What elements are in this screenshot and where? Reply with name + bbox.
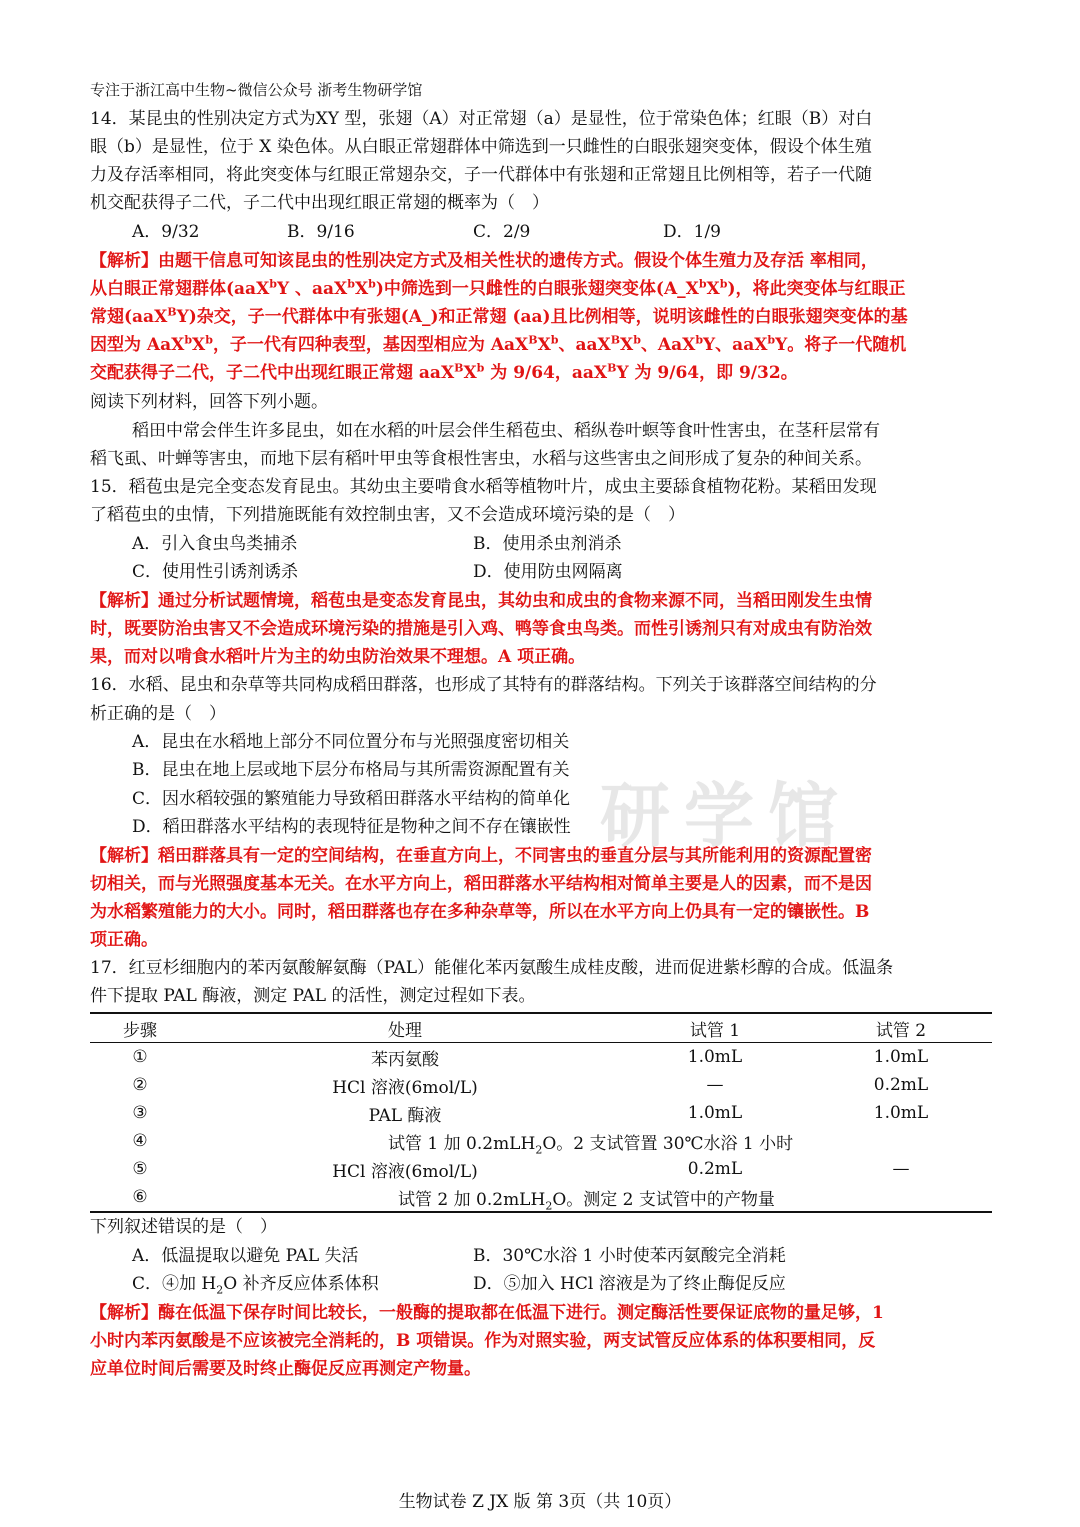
table-cell: HCl 溶液(6mol/L)	[332, 1077, 478, 1098]
table-row	[90, 1043, 992, 1072]
q15-analysis-line-3: 果，而对以啃食水稻叶片为主的幼虫防治效果不理想。A 项正确。	[90, 647, 586, 667]
q14-option-c: C．2/9	[473, 222, 531, 242]
q15-option-b: B．使用杀虫剂消杀	[473, 534, 622, 554]
q16-option-d: D．稻田群落水平结构的表现特征是物种之间不存在镶嵌性	[132, 817, 571, 837]
q16-line-1: 16．水稻、昆虫和杂草等共同构成稻田群落，也形成了其特有的群落结构。下列关于该群落空间结构的分	[90, 675, 877, 695]
table-row	[90, 1071, 992, 1099]
material-line-2: 稻飞虱、叶蝉等害虫，而地下层有稻叶甲虫等食根性害虫，水稻与这些害虫之间形成了复杂的种间关系。	[90, 449, 872, 469]
q14-option-a: A．9/32	[132, 222, 200, 242]
q17-analysis-line-3: 应单位时间后需要及时终止酶促反应再测定产物量。	[90, 1359, 481, 1379]
table-cell: ⑥	[90, 1183, 190, 1212]
q15-option-c: C．使用性引诱剂诱杀	[132, 562, 299, 582]
q17-analysis-line-1: 【解析】酶在低温下保存时间比较长，一般酶的提取都在低温下进行。测定酶活性要保证底物的量足够，1	[90, 1303, 884, 1323]
q17-line-2: 件下提取 PAL 酶液，测定 PAL 的活性，测定过程如下表。	[90, 986, 536, 1006]
q17-line-1: 17．红豆杉细胞内的苯丙氨酸解氨酶（PAL）能催化苯丙氨酸生成桂皮酸，进而促进紫杉醇的合成。低温条	[90, 958, 894, 978]
table-cell: ⑤	[132, 1159, 148, 1179]
table-cell-merged: 试管 2 加 0.2mLH$_2$O。测定 2 支试管中的产物量	[190, 1183, 992, 1212]
page-header: 专注于浙江高中生物~微信公众号 浙考生物研学馆	[90, 81, 423, 99]
table-cell: —	[892, 1159, 910, 1179]
table-header-tube-2: 试管 2	[810, 1013, 992, 1043]
q16-analysis-line-3: 为水稻繁殖能力的大小。同时，稻田群落也存在多种杂草等，所以在水平方向上仍具有一定的镶嵌性。B	[90, 902, 870, 922]
material-line-1: 稻田中常会伴生许多昆虫，如在水稻的叶层会伴生稻苞虫、稻纵卷叶螟等食叶性害虫，在茎秆层常有	[132, 421, 880, 441]
table-header-step: 步骤	[90, 1013, 190, 1043]
q15-line-2: 了稻苞虫的虫情，下列措施既能有效控制虫害，又不会造成环境污染的是（ ）	[90, 505, 685, 525]
table-row	[90, 1183, 992, 1212]
table-cell: 1.0mL	[873, 1047, 929, 1067]
q16-option-b: B．昆虫在地上层或地下层分布格局与其所需资源配置有关	[132, 760, 570, 780]
table-cell: PAL 酶液	[368, 1105, 442, 1126]
q14-option-d: D．1/9	[663, 222, 721, 242]
table-cell: ④	[132, 1131, 148, 1151]
q14-analysis-line-2: 从白眼正常翅群体(aaX$^b$Y 、$aaX^bX^b$)中筛选到一只雌性的白眼张翅突变体$(A\_X^bX^b)$，将此突变体与红眼正	[90, 277, 906, 299]
q17-option-c: C．④加 $H_2O$ 补齐反应体系体积	[132, 1274, 379, 1297]
q14-line-4: 机交配获得子二代，子二代中出现红眼正常翅的概率为（ ）	[90, 193, 549, 213]
page-footer: 生物试卷 Z JX 版 第 3页（共 10页）	[398, 1492, 682, 1512]
q15-option-a: A．引入食虫鸟类捕杀	[132, 534, 298, 554]
table-cell: ③	[132, 1103, 148, 1123]
table-cell: HCl 溶液(6mol/L)	[332, 1161, 478, 1182]
table-row	[90, 1099, 992, 1127]
table-row	[90, 1127, 992, 1155]
q14-line-3: 力及存活率相同，将此突变体与红眼正常翅杂交，子一代群体中有张翅和正常翅且比例相等，若子一代随	[90, 165, 872, 185]
q16-line-2: 析正确的是（ ）	[90, 704, 226, 724]
table-cell: 1.0mL	[873, 1103, 929, 1123]
table-row	[90, 1155, 992, 1183]
table-cell: 苯丙氨酸	[371, 1049, 439, 1070]
q15-option-d: D．使用防虫网隔离	[473, 562, 623, 582]
q16-analysis-line-2: 切相关，而与光照强度基本无关。在水平方向上，稻田群落水平结构相对简单主要是人的因素，而不是因	[90, 874, 872, 894]
q17-option-a: A．低温提取以避免 PAL 失活	[132, 1246, 359, 1266]
table-cell: 1.0mL	[687, 1103, 743, 1123]
q14-analysis-line-1: 【解析】由题干信息可知该昆虫的性别决定方式及相关性状的遗传方式。假设个体生殖力及存活 率相同，	[90, 251, 878, 271]
q17-option-d: D．⑤加入 HCl 溶液是为了终止酶促反应	[473, 1274, 786, 1294]
q16-option-a: A．昆虫在水稻地上部分不同位置分布与光照强度密切相关	[132, 732, 570, 752]
material-intro: 阅读下列材料，回答下列小题。	[90, 392, 328, 412]
q15-analysis-line-1: 【解析】通过分析试题情境，稻苞虫是变态发育昆虫，其幼虫和成虫的食物来源不同，当稻田刚发生虫情	[90, 591, 872, 611]
table-cell-merged: 试管 1 加 0.2mLH$_2$O。2 支试管置 30℃水浴 1 小时	[388, 1133, 794, 1156]
table-cell: 1.0mL	[687, 1047, 743, 1067]
table-cell: ②	[132, 1075, 148, 1095]
table-cell: 0.2mL	[873, 1075, 929, 1095]
table-cell: 0.2mL	[687, 1159, 743, 1179]
table-cell: ①	[132, 1047, 148, 1067]
q17-stem: 下列叙述错误的是（ ）	[90, 1217, 277, 1237]
table-cell: —	[706, 1075, 724, 1095]
table-header-tube-1: 试管 1	[620, 1013, 810, 1043]
table-header-treatment: 处理	[190, 1013, 620, 1043]
q14-line-2: 眼（b）是显性，位于 X 染色体。从白眼正常翅群体中筛选到一只雌性的白眼张翅突变体，假设个体生殖	[90, 137, 872, 157]
q16-option-c: C．因水稻较强的繁殖能力导致稻田群落水平结构的简单化	[132, 789, 571, 809]
procedure-table	[90, 1012, 992, 1213]
q17-analysis-line-2: 小时内苯丙氨酸是不应该被完全消耗的，B 项错误。作为对照实验，两支试管反应体系的体积要相同，反	[90, 1331, 876, 1351]
table-header-row	[90, 1013, 992, 1043]
q14-option-b: B．9/16	[287, 222, 355, 242]
q16-analysis-line-1: 【解析】稻田群落具有一定的空间结构，在垂直方向上，不同害虫的垂直分层与其所能利用的资源配置密	[90, 846, 872, 866]
q14-analysis-line-3: 常翅(aaX$^B$Y)杂交，子一代群体中有张翅(A_)和正常翅 (aa)且比例相等，说明该雌性的白眼张翅突变体的基	[90, 305, 908, 327]
q14-analysis-line-5: 交配获得子二代，子二代中出现红眼正常翅 $aaX^BX^b$ 为 9/64，aaX$^B$Y 为 9/64，即 9/32。	[90, 361, 798, 383]
q15-analysis-line-2: 时，既要防治虫害又不会造成环境污染的措施是引入鸡、鸭等食虫鸟类。而性引诱剂只有对成虫有防治效	[90, 619, 872, 639]
q14-line-1: 14．某昆虫的性别决定方式为XY 型，张翅（A）对正常翅（a）是显性，位于常染色体；红眼（B）对白	[90, 109, 873, 129]
q15-line-1: 15．稻苞虫是完全变态发育昆虫。其幼虫主要啃食水稻等植物叶片，成虫主要舔食植物花粉。某稻田发现	[90, 477, 877, 497]
q17-option-b: B．30℃水浴 1 小时使苯丙氨酸完全消耗	[473, 1246, 786, 1266]
q16-analysis-line-4: 项正确。	[90, 930, 158, 950]
q14-analysis-line-4: 因型为 $AaX^bX^b$，子一代有四种表型，基因型相应为 $AaX^BX^b$、$aaX^BX^b$、AaX$^b$Y、aaX$^b$Y。将子一代随机	[90, 333, 907, 355]
watermark: 研学馆	[600, 775, 852, 857]
